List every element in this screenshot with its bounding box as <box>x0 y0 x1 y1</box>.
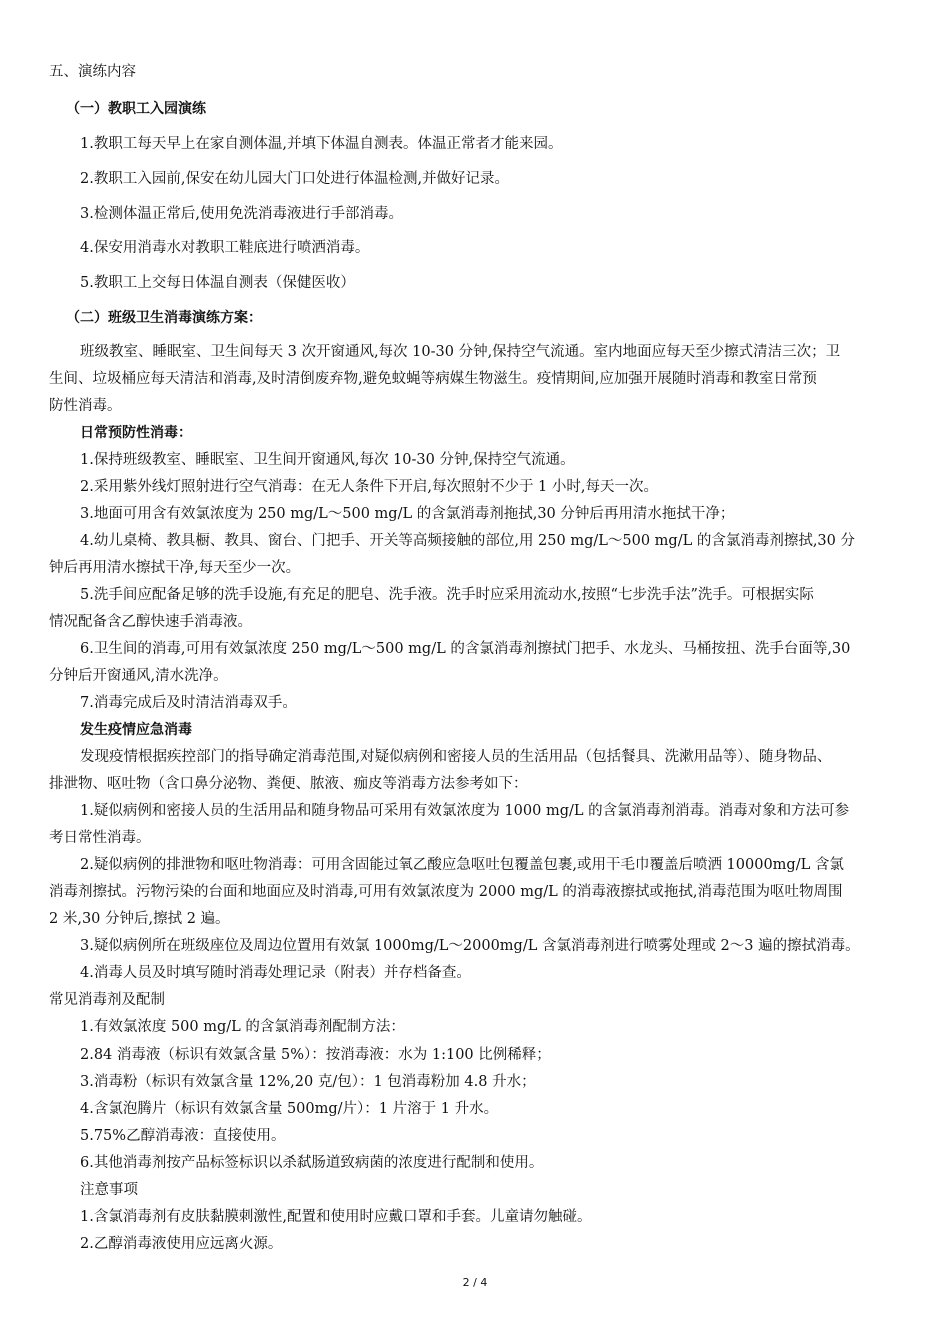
disinfectants-heading: 常见消毒剂及配制 <box>49 992 165 1008</box>
part2-intro-line: 班级教室、睡眠室、卫生间每天 3 次开窗通风,每次 10-30 分钟,保持空气流通。室内地面应每天至少擦式清洁三次；卫 <box>80 344 841 360</box>
part1-item: 4.保安用消毒水对教职工鞋底进行喷洒消毒。 <box>80 240 370 256</box>
daily-heading: 日常预防性消毒： <box>80 425 192 441</box>
emergency-item: 3.疑似病例所在班级座位及周边位置用有效氯 1000mg/L～2000mg/L 含氯消毒剂进行喷雾处理或 2～3 遍的擦拭消毒。 <box>80 938 860 954</box>
note-item: 1.含氯消毒剂有皮肤黏膜刺激性,配置和使用时应戴口罩和手套。儿童请勿触碰。 <box>80 1209 592 1225</box>
emergency-intro-line: 发现疫情根据疾控部门的指导确定消毒范围,对疑似病例和密接人员的生活用品（包括餐具、洗漱用品等）、随身物品、 <box>80 749 832 765</box>
daily-item: 5.洗手间应配备足够的洗手设施,有充足的肥皂、洗手液。洗手时应采用流动水,按照“七步洗手法”洗手。可根据实际 <box>80 587 814 603</box>
emergency-intro-line: 排泄物、呕吐物（含口鼻分泌物、粪便、脓液、痂皮等消毒方法参考如下： <box>49 776 528 792</box>
part2-intro-line: 防性消毒。 <box>49 398 122 414</box>
part1-item: 5.教职工上交每日体温自测表（保健医收） <box>80 275 355 291</box>
emergency-item: 1.疑似病例和密接人员的生活用品和随身物品可采用有效氯浓度为 1000 mg/L 的含氯消毒剂消毒。消毒对象和方法可参 <box>80 803 850 819</box>
daily-item: 钟后再用清水擦拭干净,每天至少一次。 <box>49 560 301 576</box>
emergency-item: 2 米,30 分钟后,擦拭 2 遍。 <box>49 911 230 927</box>
emergency-item: 考日常性消毒。 <box>49 830 151 846</box>
section-title: 五、演练内容 <box>49 64 136 80</box>
notes-heading: 注意事项 <box>80 1182 138 1198</box>
disinfectant-item: 3.消毒粉（标识有效氯含量 12%,20 克/包）：1 包消毒粉加 4.8 升水； <box>80 1074 536 1090</box>
part1-heading: （一）教职工入园演练 <box>66 101 206 117</box>
part1-item: 1.教职工每天早上在家自测体温,并填下体温自测表。体温正常者才能来园。 <box>80 136 563 152</box>
emergency-item: 2.疑似病例的排泄物和呕吐物消毒：可用含固能过氧乙酸应急呕吐包覆盖包裹,或用干毛巾覆盖后喷洒 10000mg/L 含氯 <box>80 857 844 873</box>
daily-item: 4.幼儿桌椅、教具橱、教具、窗台、门把手、开关等高频接触的部位,用 250 mg/L～500 mg/L 的含氯消毒剂擦拭,30 分 <box>80 533 855 549</box>
disinfectant-item: 1.有效氯浓度 500 mg/L 的含氯消毒剂配制方法： <box>80 1019 405 1035</box>
disinfectant-item: 4.含氯泡腾片（标识有效氯含量 500mg/片）：1 片溶于 1 升水。 <box>80 1101 499 1117</box>
part1-item: 3.检测体温正常后,使用免洗消毒液进行手部消毒。 <box>80 206 403 222</box>
emergency-item: 4.消毒人员及时填写随时消毒处理记录（附表）并存档备查。 <box>80 965 471 981</box>
part2-heading: （二）班级卫生消毒演练方案： <box>66 310 262 326</box>
daily-item: 6.卫生间的消毒,可用有效氯浓度 250 mg/L～500 mg/L 的含氯消毒剂擦拭门把手、水龙头、马桶按扭、洗手台面等,30 <box>80 641 851 657</box>
daily-item: 情况配备含乙醇快速手消毒液。 <box>49 614 252 630</box>
disinfectant-item: 2.84 消毒液（标识有效氯含量 5%）：按消毒液：水为 1:100 比例稀释； <box>80 1047 551 1063</box>
daily-item: 1.保持班级教室、睡眠室、卫生间开窗通风,每次 10-30 分钟,保持空气流通。 <box>80 452 575 468</box>
daily-item: 3.地面可用含有效氯浓度为 250 mg/L～500 mg/L 的含氯消毒剂拖拭,30 分钟后再用清水拖拭干净； <box>80 506 735 522</box>
part2-intro-line: 生间、垃圾桶应每天清洁和消毒,及时清倒废弃物,避免蚊蝇等病媒生物滋生。疫情期间,应加强开展随时消毒和教室日常预 <box>49 371 817 387</box>
part1-item: 2.教职工入园前,保安在幼儿园大门口处进行体温检测,并做好记录。 <box>80 171 510 187</box>
note-item: 2.乙醇消毒液使用应远离火源。 <box>80 1236 283 1252</box>
emergency-heading: 发生疫情应急消毒 <box>80 722 192 738</box>
daily-item: 7.消毒完成后及时清洁消毒双手。 <box>80 695 297 711</box>
daily-item: 分钟后开窗通风,清水洗净。 <box>49 668 228 684</box>
disinfectant-item: 5.75%乙醇消毒液：直接使用。 <box>80 1128 286 1144</box>
emergency-item: 消毒剂擦拭。污物污染的台面和地面应及时消毒,可用有效氯浓度为 2000 mg/L 的消毒液擦拭或拖拭,消毒范围为呕吐物周围 <box>49 884 843 900</box>
page-number: 2 / 4 <box>462 1276 488 1289</box>
daily-item: 2.采用紫外线灯照射进行空气消毒：在无人条件下开启,每次照射不少于 1 小时,每天一次。 <box>80 479 658 495</box>
disinfectant-item: 6.其他消毒剂按产品标签标识以杀弑肠道致病菌的浓度进行配制和使用。 <box>80 1155 544 1171</box>
